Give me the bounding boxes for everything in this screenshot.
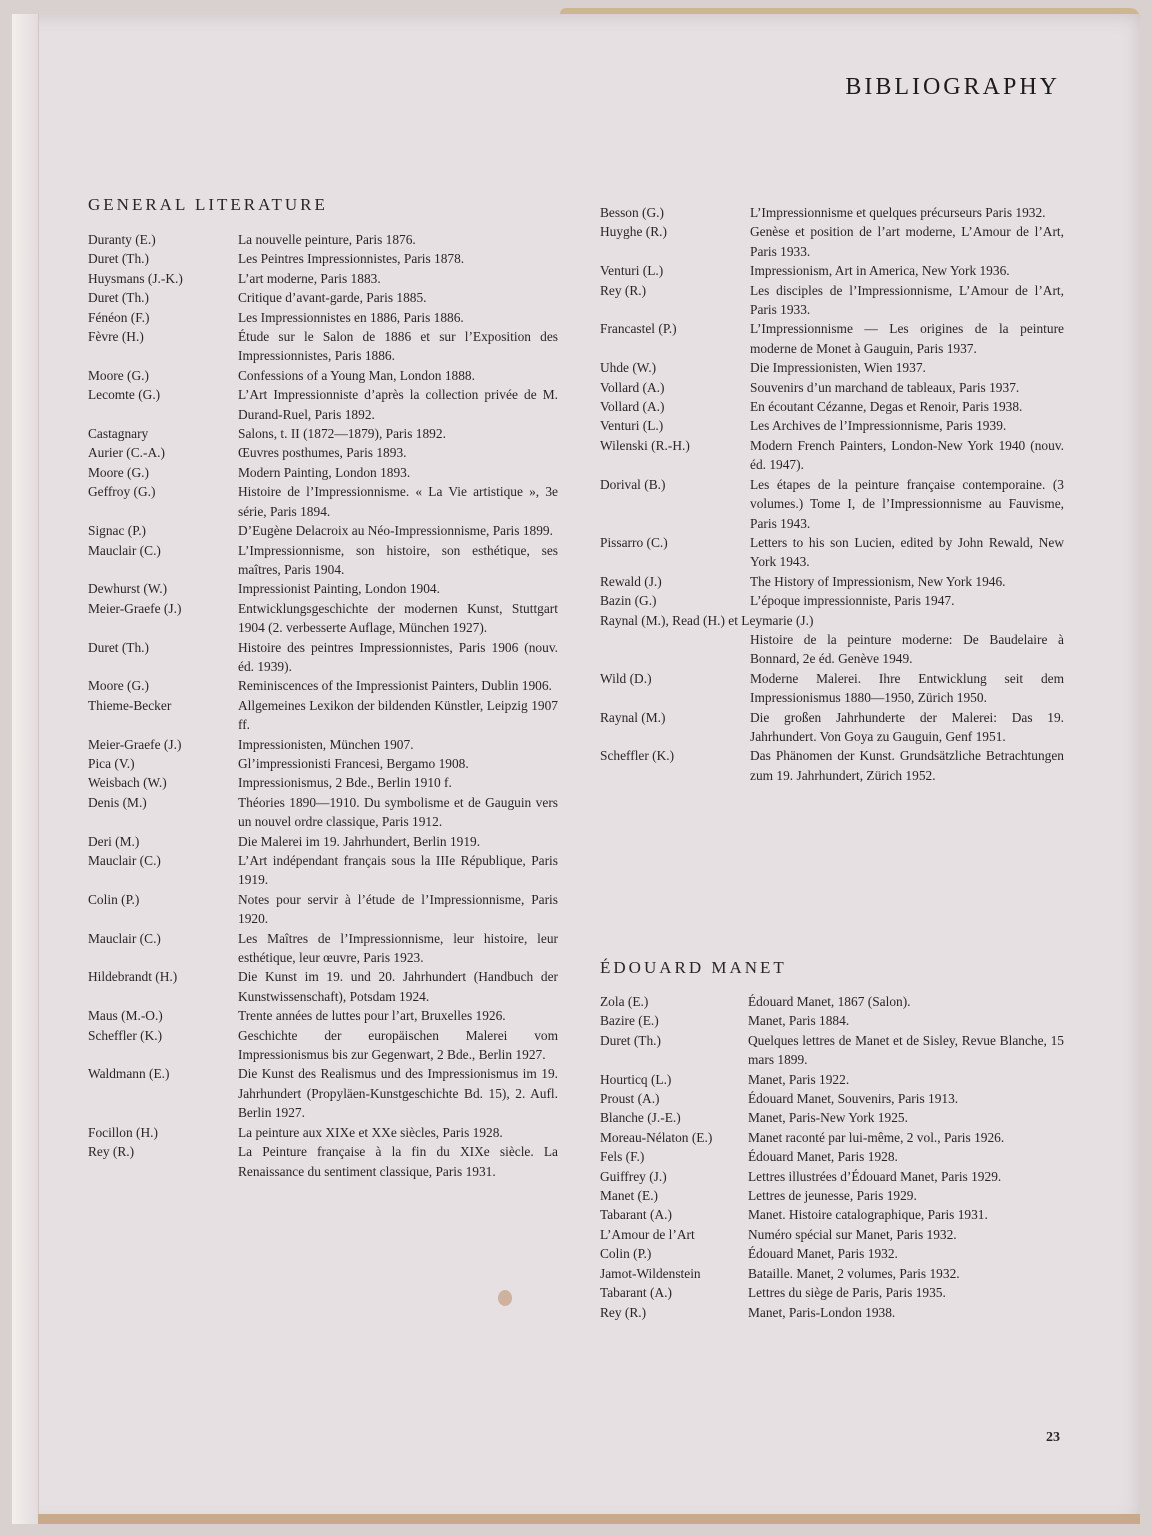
bibliography-entry xyxy=(88,463,558,482)
entry-author: Raynal (M.) xyxy=(600,709,666,725)
entry-author: Venturi (L.) xyxy=(600,263,664,279)
entry-work: Salons, t. II (1872—1879), Paris 1892. xyxy=(238,426,446,442)
entry-work: Die Malerei im 19. Jahrhundert, Berlin 1919. xyxy=(238,833,481,849)
bibliography-entry xyxy=(88,1026,558,1065)
bibliography-entry xyxy=(88,832,558,851)
bibliography-entry xyxy=(600,1147,1064,1166)
entry-author: Hourticq (L.) xyxy=(600,1071,672,1087)
entry-work: Manet, Paris 1922. xyxy=(748,1071,850,1087)
entry-author: Moore (G.) xyxy=(88,464,149,480)
entry-work: Das Phänomen der Kunst. Grundsätzliche Betrachtungen zum 19. Jahrhundert, Zürich 1952. xyxy=(750,748,1064,783)
entry-author: Focillon (H.) xyxy=(88,1124,158,1140)
bibliography-entry xyxy=(600,416,1064,435)
bibliography-entry xyxy=(600,1108,1064,1127)
bibliography-entry xyxy=(600,746,1064,785)
entry-work: Reminiscences of the Impressionist Painters, Dublin 1906. xyxy=(238,678,552,694)
entry-work: Gl’impressionisti Francesi, Bergamo 1908. xyxy=(238,755,469,771)
entry-work: Numéro spécial sur Manet, Paris 1932. xyxy=(748,1226,957,1242)
entry-author: Moreau-Nélaton (E.) xyxy=(600,1129,713,1145)
entry-author: Hildebrandt (H.) xyxy=(88,969,178,985)
bibliography-entry xyxy=(600,378,1064,397)
entry-work: Modern Painting, London 1893. xyxy=(238,464,411,480)
bibliography-entry xyxy=(88,1064,558,1122)
entry-author: Proust (A.) xyxy=(600,1091,660,1107)
entry-author: Thieme-Becker xyxy=(88,697,172,713)
entry-author: Guiffrey (J.) xyxy=(600,1168,667,1184)
page-bottom-edge xyxy=(38,1514,1140,1524)
entry-author: Raynal (M.), Read (H.) et Leymarie (J.) xyxy=(600,612,814,628)
entry-author: Duret (Th.) xyxy=(88,639,149,655)
bibliography-entry xyxy=(600,533,1064,572)
entry-author: Pissarro (C.) xyxy=(600,534,668,550)
entry-work: Manet, Paris-New York 1925. xyxy=(748,1110,908,1126)
entry-work: Histoire des peintres Impressionnistes, Paris 1906 (nouv. éd. 1939). xyxy=(238,639,558,674)
entry-author: Bazire (E.) xyxy=(600,1013,659,1029)
bibliography-entry xyxy=(88,851,558,890)
entry-author: Bazin (G.) xyxy=(600,593,657,609)
entry-author: Meier-Graefe (J.) xyxy=(88,736,182,752)
entry-work: Théories 1890—1910. Du symbolisme et de Gauguin vers un nouvel ordre classique, Paris 1912. xyxy=(238,794,558,830)
manet-list xyxy=(600,992,1064,1322)
entry-work: Entwicklungsgeschichte der modernen Kunst, Stuttgart 1904 (2. verbesserte Auflage, München 1927). xyxy=(238,600,558,636)
entry-author: Moore (G.) xyxy=(88,367,149,383)
entry-work: Die Kunst des Realismus und des Impressionismus im 19. Jahrhundert (Propyläen-Kunstgeschichte Bd. 15), 2. Aufl. Berlin 1927. xyxy=(238,1066,558,1121)
bibliography-entry xyxy=(88,967,558,1006)
entry-work: Les Maîtres de l’Impressionnisme, leur histoire, leur esthétique, leur œuvre, Paris 1923. xyxy=(238,930,558,966)
entry-author: Vollard (A.) xyxy=(600,379,665,395)
entry-author: Duret (Th.) xyxy=(600,1032,661,1048)
entry-author: Rewald (J.) xyxy=(600,573,662,589)
entry-work: Bataille. Manet, 2 volumes, Paris 1932. xyxy=(748,1265,960,1281)
entry-author: Besson (G.) xyxy=(600,205,664,220)
entry-work: Édouard Manet, 1867 (Salon). xyxy=(748,994,911,1009)
entry-work: Manet, Paris 1884. xyxy=(748,1013,850,1029)
entry-author: Jamot-Wildenstein xyxy=(600,1265,701,1281)
bibliography-entry xyxy=(88,773,558,792)
bibliography-entry xyxy=(88,308,558,327)
entry-work: L’Impressionnisme et quelques précurseurs Paris 1932. xyxy=(750,205,1046,220)
entry-author: Huysmans (J.-K.) xyxy=(88,270,183,286)
entry-author: Colin (P.) xyxy=(88,891,140,907)
entry-work: Notes pour servir à l’étude de l’Impressionnisme, Paris 1920. xyxy=(238,891,558,927)
entry-author: Scheffler (K.) xyxy=(600,748,675,764)
entry-author: Fels (F.) xyxy=(600,1149,645,1165)
entry-work: Geschichte der europäischen Malerei vom Impressionismus bis zur Gegenwart, 2 Bde., Berlin 1927. xyxy=(238,1027,558,1063)
bibliography-entry xyxy=(600,397,1064,416)
entry-author: Meier-Graefe (J.) xyxy=(88,600,182,616)
entry-work: L’Impressionnisme, son histoire, son esthétique, ses maîtres, Paris 1904. xyxy=(238,542,558,577)
entry-work: Manet. Histoire catalographique, Paris 1931. xyxy=(748,1207,988,1223)
entry-work: Impressionist Painting, London 1904. xyxy=(238,581,440,597)
entry-author: Dorival (B.) xyxy=(600,476,666,492)
entry-author: Scheffler (K.) xyxy=(88,1027,163,1043)
entry-author: Fénéon (F.) xyxy=(88,309,150,325)
entry-work: Die Kunst im 19. und 20. Jahrhundert (Handbuch der Kunstwissenschaft), Potsdam 1924. xyxy=(238,969,558,1004)
entry-author: Pica (V.) xyxy=(88,755,135,771)
entry-author: Dewhurst (W.) xyxy=(88,581,168,597)
entry-work: Impressionismus, 2 Bde., Berlin 1910 f. xyxy=(238,775,452,791)
entry-author: Aurier (C.-A.) xyxy=(88,445,165,461)
entry-work: Critique d’avant-garde, Paris 1885. xyxy=(238,290,427,306)
entry-author: Duranty (E.) xyxy=(88,232,156,247)
entry-work: Les Impressionnistes en 1886, Paris 1886. xyxy=(238,309,464,325)
bibliography-entry xyxy=(88,579,558,598)
entry-author: Huyghe (R.) xyxy=(600,224,667,240)
entry-work: Édouard Manet, Souvenirs, Paris 1913. xyxy=(748,1091,959,1107)
bibliography-entry-raynal xyxy=(600,611,1064,669)
bibliography-entry xyxy=(600,1089,1064,1108)
bibliography-entry xyxy=(88,890,558,929)
entry-work: D’Eugène Delacroix au Néo-Impressionnisme, Paris 1899. xyxy=(238,523,553,539)
bibliography-entry xyxy=(88,638,558,677)
entry-author: Wild (D.) xyxy=(600,670,652,686)
bibliography-entry xyxy=(88,366,558,385)
bibliography-entry xyxy=(600,1264,1064,1283)
bibliography-entry xyxy=(88,443,558,462)
entry-work: L’époque impressionniste, Paris 1947. xyxy=(750,593,955,609)
entry-work: L’Impressionnisme — Les origines de la peinture moderne de Monet à Gauguin, Paris 1937. xyxy=(750,321,1064,356)
entry-author: Blanche (J.-E.) xyxy=(600,1110,681,1126)
bibliography-entry xyxy=(600,591,1064,610)
entry-author: Tabarant (A.) xyxy=(600,1207,672,1223)
bibliography-entry xyxy=(88,482,558,521)
entry-work: Modern French Painters, London-New York 1940 (nouv. éd. 1947). xyxy=(750,437,1064,473)
bibliography-entry xyxy=(600,1303,1064,1322)
bibliography-entry xyxy=(88,424,558,443)
entry-author: Denis (M.) xyxy=(88,794,147,810)
general-literature-list-continued xyxy=(600,203,1064,785)
entry-author: Tabarant (A.) xyxy=(600,1285,672,1301)
bibliography-entry xyxy=(600,1167,1064,1186)
page-number: 23 xyxy=(1046,1430,1060,1445)
bibliography-entry xyxy=(600,261,1064,280)
bibliography-entry xyxy=(88,793,558,832)
entry-author: Lecomte (G.) xyxy=(88,387,161,403)
entry-work: Étude sur le Salon de 1886 et sur l’Exposition des Impressionnistes, Paris 1886. xyxy=(238,329,558,364)
page-gutter xyxy=(12,14,39,1524)
bibliography-entry xyxy=(600,222,1064,261)
bibliography-entry xyxy=(600,1186,1064,1205)
bibliography-entry xyxy=(88,929,558,968)
entry-author: Castagnary xyxy=(88,426,149,442)
section-heading-general: GENERAL LITERATURE xyxy=(88,195,328,214)
bibliography-entry xyxy=(88,230,558,249)
entry-author: Geffroy (G.) xyxy=(88,484,156,500)
entry-author: Venturi (L.) xyxy=(600,418,664,434)
entry-work: Genèse et position de l’art moderne, L’Amour de l’Art, Paris 1933. xyxy=(750,224,1064,259)
entry-author: Duret (Th.) xyxy=(88,251,149,267)
bibliography-entry xyxy=(600,436,1064,475)
entry-author: Rey (R.) xyxy=(600,1304,647,1320)
bibliography-entry xyxy=(88,541,558,580)
entry-author: Fèvre (H.) xyxy=(88,329,144,345)
entry-work: Moderne Malerei. Ihre Entwicklung seit dem Impressionismus 1880—1950, Zürich 1950. xyxy=(750,670,1064,706)
entry-work: Souvenirs d’un marchand de tableaux, Paris 1937. xyxy=(750,379,1020,395)
bibliography-entry xyxy=(88,754,558,773)
entry-author: Francastel (P.) xyxy=(600,321,677,337)
bibliography-entry xyxy=(88,696,558,735)
entry-work: Confessions of a Young Man, London 1888. xyxy=(238,367,475,383)
entry-work: Quelques lettres de Manet et de Sisley, Revue Blanche, 15 mars 1899. xyxy=(748,1032,1064,1068)
bibliography-entry xyxy=(88,1142,558,1181)
entry-work: La Peinture française à la fin du XIXe siècle. La Renaissance du sentiment classique, Paris 1931. xyxy=(238,1144,558,1179)
entry-work: Lettres du siège de Paris, Paris 1935. xyxy=(748,1285,946,1301)
entry-author: Rey (R.) xyxy=(88,1144,135,1160)
bibliography-entry xyxy=(600,1070,1064,1089)
bibliography-entry xyxy=(88,288,558,307)
bibliography-entry xyxy=(88,1006,558,1025)
bibliography-entry xyxy=(600,281,1064,320)
entry-author: L’Amour de l’Art xyxy=(600,1226,695,1242)
entry-author: Signac (P.) xyxy=(88,523,147,539)
entry-work: En écoutant Cézanne, Degas et Renoir, Paris 1938. xyxy=(750,399,1023,415)
bibliography-entry xyxy=(88,249,558,268)
paper-stain xyxy=(498,1290,512,1306)
entry-work: The History of Impressionism, New York 1946. xyxy=(750,573,1006,589)
entry-work: Œuvres posthumes, Paris 1893. xyxy=(238,445,407,461)
entry-work: Allgemeines Lexikon der bildenden Künstler, Leipzig 1907 ff. xyxy=(238,697,558,733)
entry-work: Édouard Manet, Paris 1932. xyxy=(748,1246,898,1262)
entry-work: Manet raconté par lui-même, 2 vol., Paris 1926. xyxy=(748,1129,1005,1145)
entry-work: Les Peintres Impressionnistes, Paris 1878. xyxy=(238,251,465,267)
entry-work: Les Archives de l’Impressionnisme, Paris 1939. xyxy=(750,418,1007,434)
entry-author: Wilenski (R.-H.) xyxy=(600,437,690,453)
bibliography-entry xyxy=(88,676,558,695)
entry-author: Mauclair (C.) xyxy=(88,930,161,946)
bibliography-entry xyxy=(88,385,558,424)
entry-work: Lettres illustrées d’Édouard Manet, Paris 1929. xyxy=(748,1168,1002,1184)
entry-work: L’art moderne, Paris 1883. xyxy=(238,270,381,286)
entry-author: Uhde (W.) xyxy=(600,360,657,376)
entry-author: Zola (E.) xyxy=(600,994,649,1009)
entry-work: Histoire de l’Impressionnisme. « La Vie artistique », 3e série, Paris 1894. xyxy=(238,484,558,519)
entry-work: Les disciples de l’Impressionnisme, L’Amour de l’Art, Paris 1933. xyxy=(750,282,1064,318)
entry-work: Les étapes de la peinture française contemporaine. (3 volumes.) Tome I, de l’Impressionnisme au Fauvisme, Paris 1943. xyxy=(750,476,1064,531)
entry-author: Mauclair (C.) xyxy=(88,542,161,558)
bibliography-entry xyxy=(88,327,558,366)
bibliography-entry xyxy=(600,708,1064,747)
entry-author: Deri (M.) xyxy=(88,833,140,849)
entry-author: Rey (R.) xyxy=(600,282,647,298)
entry-work: La nouvelle peinture, Paris 1876. xyxy=(238,232,416,247)
bibliography-entry xyxy=(88,521,558,540)
entry-work: Trente années de luttes pour l’art, Bruxelles 1926. xyxy=(238,1008,506,1024)
entry-author: Moore (G.) xyxy=(88,678,149,694)
section-heading-manet: ÉDOUARD MANET xyxy=(600,958,787,977)
bibliography-entry xyxy=(600,992,1064,1011)
entry-author: Waldmann (E.) xyxy=(88,1066,170,1082)
entry-work: Lettres de jeunesse, Paris 1929. xyxy=(748,1188,917,1204)
bibliography-entry xyxy=(600,1011,1064,1030)
entry-author: Duret (Th.) xyxy=(88,290,149,306)
entry-work: L’Art Impressionniste d’après la collection privée de M. Durand-Ruel, Paris 1892. xyxy=(238,387,558,422)
bibliography-entry xyxy=(600,1031,1064,1070)
bibliography-entry xyxy=(88,1123,558,1142)
entry-work: La peinture aux XIXe et XXe siècles, Paris 1928. xyxy=(238,1124,503,1140)
bibliography-entry xyxy=(600,1128,1064,1147)
bibliography-entry xyxy=(88,269,558,288)
bibliography-entry xyxy=(600,203,1064,222)
entry-author: Weisbach (W.) xyxy=(88,775,167,791)
entry-author: Mauclair (C.) xyxy=(88,853,161,868)
entry-work: Manet, Paris-London 1938. xyxy=(748,1304,896,1320)
bibliography-entry xyxy=(88,599,558,638)
bibliography-entry xyxy=(600,358,1064,377)
entry-work: Impressionisten, München 1907. xyxy=(238,736,414,752)
bibliography-entry xyxy=(600,1225,1064,1244)
entry-work: Die Impressionisten, Wien 1937. xyxy=(750,360,926,376)
entry-work: Impressionism, Art in America, New York 1936. xyxy=(750,263,1010,279)
entry-work: L’Art indépendant français sous la IIIe République, Paris 1919. xyxy=(238,853,558,888)
bibliography-entry xyxy=(88,735,558,754)
bibliography-entry xyxy=(600,1244,1064,1263)
entry-work: Die großen Jahrhunderte der Malerei: Das 19. Jahrhundert. Von Goya zu Gauguin, Genf 1951. xyxy=(750,709,1064,744)
bibliography-entry xyxy=(600,669,1064,708)
entry-author: Vollard (A.) xyxy=(600,399,665,415)
entry-work: Letters to his son Lucien, edited by John Rewald, New York 1943. xyxy=(750,534,1064,570)
entry-author: Manet (E.) xyxy=(600,1188,659,1204)
bibliography-entry xyxy=(600,1283,1064,1302)
entry-work: Histoire de la peinture moderne: De Baudelaire à Bonnard, 2e éd. Genève 1949. xyxy=(750,631,1064,667)
bibliography-entry xyxy=(600,1205,1064,1224)
general-literature-list xyxy=(88,230,558,1181)
entry-author: Colin (P.) xyxy=(600,1246,652,1262)
entry-work: Édouard Manet, Paris 1928. xyxy=(748,1149,898,1165)
bibliography-entry xyxy=(600,475,1064,533)
bibliography-entry xyxy=(600,319,1064,358)
bibliography-entry xyxy=(600,572,1064,591)
page-title: BIBLIOGRAPHY xyxy=(845,74,1060,100)
entry-author: Maus (M.-O.) xyxy=(88,1008,163,1024)
